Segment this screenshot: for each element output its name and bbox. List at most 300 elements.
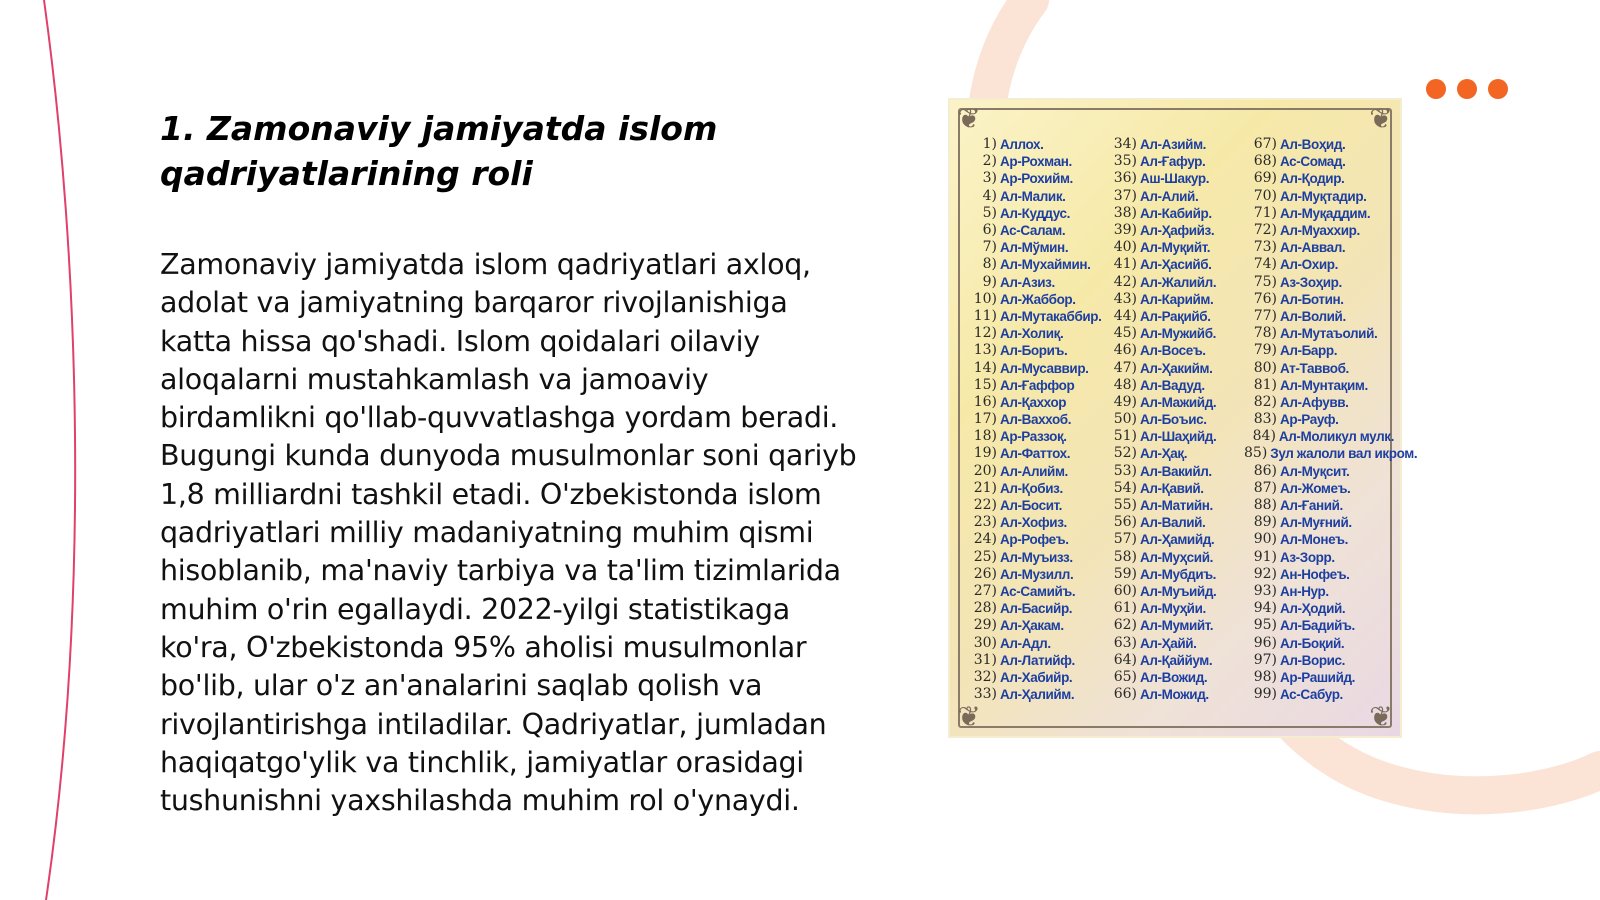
ornament-icon: ❦ [1369,700,1393,733]
name-number: 72) [1253,222,1277,239]
name-number: 71) [1253,204,1277,221]
name-list-item [964,359,1104,376]
name-number: 41) [1113,256,1137,273]
name-text: Ал-Хабийр. [1000,669,1073,685]
name-list-item [1104,377,1244,394]
name-number: 78) [1253,325,1277,342]
name-number: 67) [1253,136,1277,153]
name-list-item [1244,325,1394,342]
name-list-item [1104,428,1244,445]
name-text: Ал-Қобиз. [1000,480,1063,496]
name-number: 98) [1253,668,1277,685]
name-number: 86) [1253,462,1277,479]
name-list-item [964,274,1104,291]
name-text: Ал-Охир. [1280,257,1338,273]
name-list-item [1104,583,1244,600]
name-number: 12) [973,325,997,342]
name-text: Ал-Вадуд. [1140,377,1205,393]
name-number: 93) [1253,582,1277,599]
name-list-item [1244,394,1394,411]
name-number: 74) [1253,256,1277,273]
name-text: Ар-Рохийм. [1000,171,1073,187]
name-text: Ал-Азийм. [1140,137,1207,153]
name-number: 29) [973,617,997,634]
name-text: Ал-Жалийл. [1140,274,1217,290]
name-list-item [1244,359,1394,376]
name-list-item [964,239,1104,256]
name-list-item [964,617,1104,634]
name-list-item [1104,359,1244,376]
name-text: Ал-Ҳақ. [1140,446,1188,462]
name-number: 4) [982,187,997,204]
name-text: Ал-Жаббор. [1000,291,1076,307]
name-number: 33) [973,686,997,703]
name-number: 95) [1253,617,1277,634]
name-text: Ал-Ҳакам. [1000,618,1064,634]
name-number: 99) [1253,686,1277,703]
name-list-item [1244,256,1394,273]
name-list-item [1104,256,1244,273]
name-number: 20) [973,462,997,479]
name-number: 88) [1253,497,1277,514]
name-text: Ал-Монеъ. [1280,532,1348,548]
name-text: Ал-Ғаний. [1280,498,1343,514]
name-list-item [1104,463,1244,480]
name-list-item [1104,291,1244,308]
name-number: 91) [1253,548,1277,565]
name-text: Аз-Зорр. [1280,549,1335,565]
name-number: 50) [1113,411,1137,428]
name-list-item [964,463,1104,480]
name-number: 69) [1253,170,1277,187]
name-number: 52) [1113,445,1137,462]
name-list-item [1104,549,1244,566]
name-text: Ал-Басийр. [1000,601,1073,617]
name-list-item [964,549,1104,566]
name-number: 70) [1253,187,1277,204]
name-number: 76) [1253,290,1277,307]
name-text: Ал-Барр. [1280,343,1338,359]
name-number: 28) [973,600,997,617]
name-text: Ал-Малик. [1000,188,1066,204]
name-number: 61) [1113,600,1137,617]
name-text: Ал-Моликул мулк. [1278,429,1394,445]
name-list-item [1104,652,1244,669]
name-list-item [1104,514,1244,531]
name-list-item [964,170,1104,187]
name-list-item [1104,445,1244,462]
name-list-item [1244,566,1394,583]
name-text: Ал-Куддус. [1000,205,1070,221]
name-number: 97) [1253,651,1277,668]
name-number: 48) [1113,376,1137,393]
name-text: Ал-Мусаввир. [1000,360,1089,376]
name-list-item [1244,188,1394,205]
name-list-item [1104,634,1244,651]
name-text: Аш-Шакур. [1140,171,1210,187]
name-number: 8) [982,256,997,273]
name-text: Ал-Афувв. [1280,394,1349,410]
name-text: Ал-Ҳалийм. [1000,687,1075,703]
name-text: Ал-Муқтадир. [1280,188,1367,204]
name-list-item [1104,342,1244,359]
name-text: Ал-Мухаймин. [1000,257,1091,273]
name-number: 21) [973,479,997,496]
name-text: Ал-Муғний. [1280,515,1352,531]
name-list-item [1244,274,1394,291]
name-text: Ан-Нур. [1280,583,1329,599]
name-text: Ал-Муъийд. [1140,583,1217,599]
name-number: 94) [1253,600,1277,617]
name-text: Ал-Муқаддим. [1280,205,1371,221]
name-number: 39) [1113,222,1137,239]
name-number: 84) [1252,428,1276,445]
name-list-item [964,205,1104,222]
name-number: 36) [1113,170,1137,187]
name-number: 77) [1253,307,1277,324]
name-number: 38) [1113,204,1137,221]
name-list-item [1244,222,1394,239]
name-text: Ас-Сабур. [1280,687,1343,703]
name-text: Ал-Муқийт. [1140,240,1211,256]
name-number: 3) [982,170,997,187]
name-number: 87) [1253,479,1277,496]
name-number: 46) [1113,342,1137,359]
name-list-item [1244,136,1394,153]
name-number: 42) [1113,273,1137,290]
name-number: 15) [973,376,997,393]
name-number: 58) [1113,548,1137,565]
name-number: 27) [973,582,997,599]
name-text: Ал-Валий. [1140,515,1206,531]
name-list-item [964,634,1104,651]
name-text: Ал-Ҳодий. [1280,601,1346,617]
name-text: Ар-Рофеъ. [1000,532,1069,548]
name-list-item [1104,480,1244,497]
name-number: 34) [1113,136,1137,153]
name-list-item [964,445,1104,462]
name-text: Ал-Фаттох. [1000,446,1071,462]
name-list-item [1244,480,1394,497]
name-list-item [1244,497,1394,514]
name-list-item [1104,531,1244,548]
name-text: Ал-Алий. [1140,188,1199,204]
name-list-item [1244,153,1394,170]
name-number: 16) [973,393,997,410]
name-number: 44) [1113,307,1137,324]
name-list-item [1104,411,1244,428]
name-list-item [964,377,1104,394]
name-list-item [964,497,1104,514]
name-text: Ал-Вожид. [1140,669,1208,685]
name-list-item [1244,205,1394,222]
name-number: 11) [973,307,997,324]
name-number: 10) [973,290,997,307]
name-list-item [1244,652,1394,669]
name-list-item [1104,153,1244,170]
name-text: Ар-Рашийд. [1280,669,1355,685]
dot-icon [1488,79,1508,99]
name-list-item [1104,239,1244,256]
name-list-item [1104,566,1244,583]
name-text: Ал-Бадийъ. [1280,618,1355,634]
name-number: 9) [982,273,997,290]
name-list-item [1244,617,1394,634]
name-list-item [1104,170,1244,187]
name-number: 35) [1113,153,1137,170]
name-text: Ал-Хофиз. [1000,515,1067,531]
name-text: Аз-Зоҳир. [1280,274,1342,290]
name-list-item [1244,549,1394,566]
name-number: 37) [1113,187,1137,204]
name-text: Ас-Салам. [1000,223,1066,239]
name-text: Ал-Азиз. [1000,274,1055,290]
name-list-item [1244,445,1418,462]
name-text: Ал-Аввал. [1280,240,1346,256]
name-text: Ал-Мубдиъ. [1140,566,1217,582]
name-number: 62) [1113,617,1137,634]
name-text: Ал-Ҳамийд. [1140,532,1215,548]
name-number: 7) [982,239,997,256]
slide-body-text: Zamonaviy jamiyatda islom qadriyatlari axloq, adolat va jamiyatning barqaror rivojlanishiga katta hissa qo'shadi. Islom qoidalari oilaviy aloqalarni mustahkamlash va jamoaviy birdamlikni qo'llab-quvvatlashga yordam beradi. Bugungi kunda dunyoda musulmonlar soni qariyb 1,8 milliardni tashkil etadi. O'zbekistonda islom qadriyatlari milliy madaniyatning muhim qismi hisoblanib, ma'naviy tarbiya va ta'lim tizimlarida muhim o'rin egallaydi. 2022-yilgi statistikaga ko'ra, O'zbekistonda 95% aholisi musulmonlar bo'lib, ular o'z an'analarini saqlab qolish va rivojlantirishga intiladilar. Qadriyatlar, jumladan haqiqatgo'ylik va tinchlik, jamiyatlar orasidagi tushunishni yaxshilashda muhim rol o'ynaydi. [160,248,857,818]
name-number: 79) [1253,342,1277,359]
decorative-dots [1426,79,1508,99]
name-list-item [1104,394,1244,411]
name-text: Ал-Ҳакийм. [1140,360,1213,376]
name-number: 1) [982,136,997,153]
name-text: Ал-Қавий. [1140,480,1204,496]
name-text: Ал-Кабийр. [1140,205,1212,221]
name-text: Ал-Можид. [1140,687,1209,703]
name-list-item [1244,291,1394,308]
name-text: Ал-Қаййум. [1140,652,1213,668]
name-text: Ал-Қодир. [1280,171,1345,187]
name-number: 24) [973,531,997,548]
name-number: 45) [1113,325,1137,342]
name-list-item [1244,514,1394,531]
name-text: Ал-Ботин. [1280,291,1344,307]
name-text: Ал-Қаххор [1000,394,1067,410]
name-list-item [964,256,1104,273]
name-number: 43) [1113,290,1137,307]
name-list-item [1104,188,1244,205]
name-text: Ас-Сомад. [1280,154,1346,170]
name-list-item [1244,411,1394,428]
name-text: Ан-Нофеъ. [1280,566,1350,582]
name-text: Ал-Матийн. [1140,498,1213,514]
name-text: Ал-Мумийт. [1140,618,1214,634]
name-list-item [1104,325,1244,342]
ornament-icon: ❦ [957,102,981,135]
name-list-item [1244,308,1394,325]
name-number: 85) [1244,445,1268,462]
name-number: 22) [973,497,997,514]
name-list-item [964,291,1104,308]
name-text: Ал-Адл. [1000,635,1051,651]
name-number: 6) [982,222,997,239]
name-text: Ар-Раззоқ. [1000,429,1067,445]
name-number: 30) [973,634,997,651]
name-text: Ал-Воҳид. [1280,137,1346,153]
name-number: 68) [1253,153,1277,170]
name-number: 26) [973,565,997,582]
name-number: 64) [1113,651,1137,668]
name-number: 81) [1253,376,1277,393]
name-text: Ас-Самийъ. [1000,583,1076,599]
name-list-item [964,514,1104,531]
name-list-item [1244,583,1394,600]
name-text: Ал-Мутакаббир. [1000,308,1102,324]
name-list-item [964,480,1104,497]
names-list [964,136,1418,703]
name-text: Ал-Вакийл. [1140,463,1212,479]
name-text: Ал-Ҳасийб. [1140,257,1212,273]
name-text: Ар-Рохман. [1000,154,1072,170]
name-text: Ал-Мажийд. [1140,394,1217,410]
name-number: 47) [1113,359,1137,376]
name-list-item [1244,342,1394,359]
name-text: Ат-Таввоб. [1280,360,1349,376]
name-list-item [1104,617,1244,634]
name-text: Ал-Ғафур. [1140,154,1206,170]
name-list-item [1244,669,1394,686]
name-list-item [1244,686,1394,703]
name-text: Аллох. [1000,137,1044,153]
name-list-item [964,325,1104,342]
name-number: 13) [973,342,997,359]
name-list-item [1104,600,1244,617]
name-list-item [964,531,1104,548]
name-text: Ал-Мунтақим. [1280,377,1368,393]
name-number: 49) [1113,393,1137,410]
name-text: Ал-Боқий. [1280,635,1345,651]
name-list-item [1104,686,1244,703]
name-text: Ал-Волий. [1280,308,1346,324]
dot-icon [1426,79,1446,99]
ornament-icon: ❦ [1369,102,1393,135]
name-list-item [1244,463,1394,480]
name-list-item [964,411,1104,428]
name-number: 80) [1253,359,1277,376]
name-number: 5) [982,204,997,221]
name-list-item [1244,377,1394,394]
name-text: Ал-Музилл. [1000,566,1074,582]
name-text: Ал-Ҳафийз. [1140,223,1215,239]
name-list-item [1104,497,1244,514]
name-list-item [964,342,1104,359]
name-text: Ал-Жомеъ. [1280,480,1351,496]
name-number: 57) [1113,531,1137,548]
name-text: Ал-Карийм. [1140,291,1214,307]
name-number: 51) [1113,428,1137,445]
name-list-item [1244,634,1394,651]
name-number: 63) [1113,634,1137,651]
name-list-item [1104,205,1244,222]
name-number: 82) [1253,393,1277,410]
name-text: Ал-Мутаъолий. [1280,326,1378,342]
name-number: 56) [1113,514,1137,531]
dot-icon [1457,79,1477,99]
name-text: Ал-Муъизз. [1000,549,1073,565]
name-number: 96) [1253,634,1277,651]
name-number: 83) [1253,411,1277,428]
name-list-item [964,136,1104,153]
name-list-item [1104,274,1244,291]
name-number: 59) [1113,565,1137,582]
name-number: 65) [1113,668,1137,685]
name-list-item [964,188,1104,205]
name-list-item [1244,531,1394,548]
name-number: 55) [1113,497,1137,514]
name-list-item [1104,669,1244,686]
name-text: Ал-Латийф. [1000,652,1075,668]
name-list-item [964,153,1104,170]
name-list-item [964,428,1104,445]
name-text: Ал-Ваххоб. [1000,412,1072,428]
name-number: 92) [1253,565,1277,582]
name-list-item [964,669,1104,686]
ornament-icon: ❦ [957,700,981,733]
name-number: 2) [982,153,997,170]
name-list-item [964,308,1104,325]
name-list-item [1244,239,1394,256]
name-text: Ал-Мўмин. [1000,240,1069,256]
name-number: 90) [1253,531,1277,548]
name-text: Ал-Ҳайй. [1140,635,1197,651]
name-list-item [964,600,1104,617]
name-list-item [964,222,1104,239]
name-number: 53) [1113,462,1137,479]
name-number: 18) [973,428,997,445]
name-number: 60) [1113,582,1137,599]
decorative-left-line [44,0,75,900]
name-text: Ал-Муҳйи. [1140,601,1206,617]
name-text: Ал-Восеъ. [1140,343,1206,359]
name-text: Ар-Рауф. [1280,412,1339,428]
name-list-item [964,652,1104,669]
name-text: Ал-Шаҳийд. [1140,429,1217,445]
slide-title: 1. Zamonaviy jamiyatda islom qadriyatlarining roli [160,109,718,193]
name-text: Ал-Ворис. [1280,652,1346,668]
name-text: Ал-Боъис. [1140,412,1207,428]
name-list-item [1244,428,1394,445]
name-text: Ал-Босит. [1000,498,1062,514]
name-number: 75) [1253,273,1277,290]
name-list-item [1244,600,1394,617]
name-number: 31) [973,651,997,668]
name-number: 73) [1253,239,1277,256]
name-list-item [964,583,1104,600]
name-number: 40) [1113,239,1137,256]
name-text: Ал-Бориъ. [1000,343,1068,359]
name-text: Ал-Муҳсий. [1140,549,1213,565]
name-text: Ал-Муқсит. [1280,463,1350,479]
name-number: 19) [973,445,997,462]
name-text: Ал-Муаххир. [1280,223,1360,239]
name-text: Ал-Алийм. [1000,463,1068,479]
name-list-item [964,686,1104,703]
name-number: 23) [973,514,997,531]
name-number: 14) [973,359,997,376]
name-text: Ал-Мужийб. [1140,326,1216,342]
name-list-item [964,566,1104,583]
name-text: Ал-Рақийб. [1140,308,1211,324]
name-number: 66) [1113,686,1137,703]
name-number: 54) [1113,479,1137,496]
name-list-item [1104,222,1244,239]
name-text: Ал-Ғаффор [1000,377,1075,393]
name-text: Зул жалоли вал икром. [1270,446,1418,462]
